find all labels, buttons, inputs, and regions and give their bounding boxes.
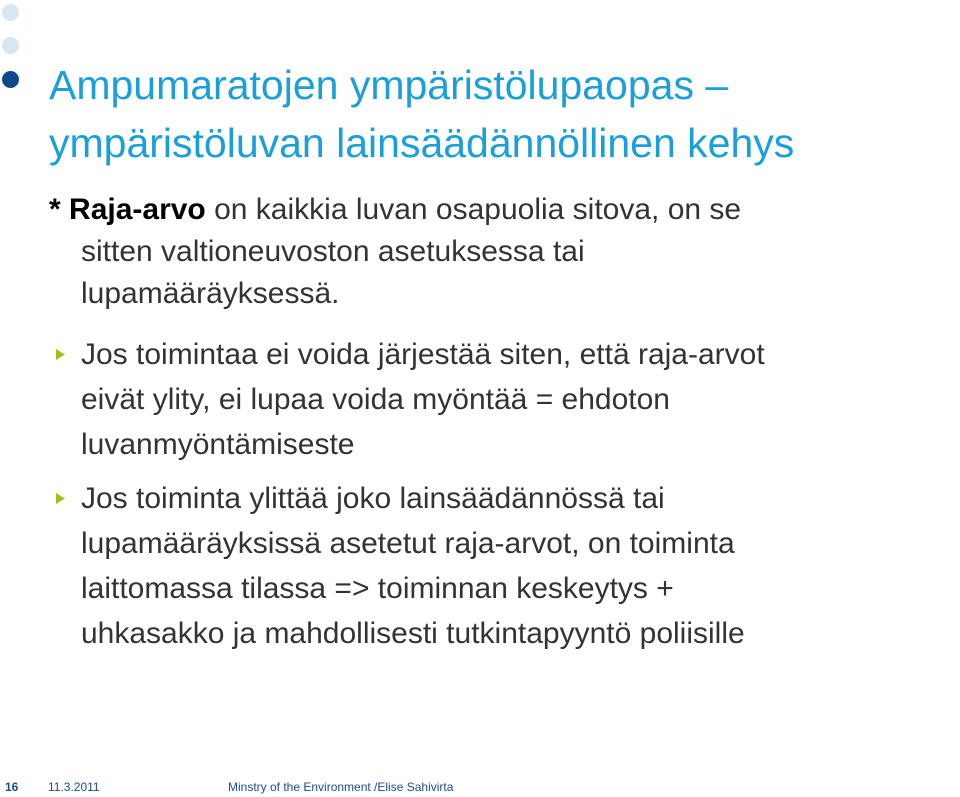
bullet-2-line-4: uhkasakko ja mahdollisesti tutkintapyyntö poliisille [81, 617, 745, 650]
bullet-item-1 [49, 332, 954, 467]
intro-line-1 [49, 189, 954, 231]
slide-title-line-2: ympäristöluvan lainsäädännöllinen kehys [49, 120, 795, 166]
intro-bold-term: Raja-arvo [69, 193, 206, 226]
slide-title-line-1: Ampumaratojen ympäristölupaopas – [49, 62, 729, 108]
decor-dot-dark [2, 71, 19, 88]
bullet-2-line-2: lupamääräyksissä asetetut raja-arvot, on toiminta [81, 527, 735, 560]
footer-organization: Minstry of the Environment /Elise Sahivirta [228, 780, 454, 794]
intro-line-1-rest: on kaikkia luvan osapuolia sitova, on se [205, 193, 742, 226]
bullet-1-line-3: luvanmyöntämiseste [81, 428, 355, 461]
bullet-2-line-1: Jos toiminta ylittää joko lainsäädännössä tai [81, 482, 665, 515]
intro-star: * [49, 193, 61, 226]
bullet-item-2 [49, 476, 954, 656]
slide-footer [0, 778, 960, 797]
bullet-1-line-1: Jos toimintaa ei voida järjestää siten, että raja-arvot [81, 338, 765, 371]
triangle-bullet-icon [56, 349, 65, 360]
page-number: 16 [5, 780, 19, 794]
intro-paragraph [49, 189, 954, 315]
intro-line-3: lupamääräyksessä. [81, 277, 340, 310]
intro-line-2: sitten valtioneuvoston asetuksessa tai [81, 235, 585, 268]
footer-divider [0, 772, 960, 773]
decor-dot-light-2 [2, 37, 19, 54]
bullet-list [49, 332, 954, 665]
bullet-2-line-3: laittomassa tilassa => toiminnan keskeytys + [81, 572, 674, 605]
decor-dot-light-1 [2, 4, 19, 21]
bullet-1-line-2: eivät ylity, ei lupaa voida myöntää = ehdoton [81, 383, 670, 416]
triangle-bullet-icon [56, 493, 65, 504]
footer-date: 11.3.2011 [48, 780, 100, 794]
slide-title [49, 56, 954, 172]
